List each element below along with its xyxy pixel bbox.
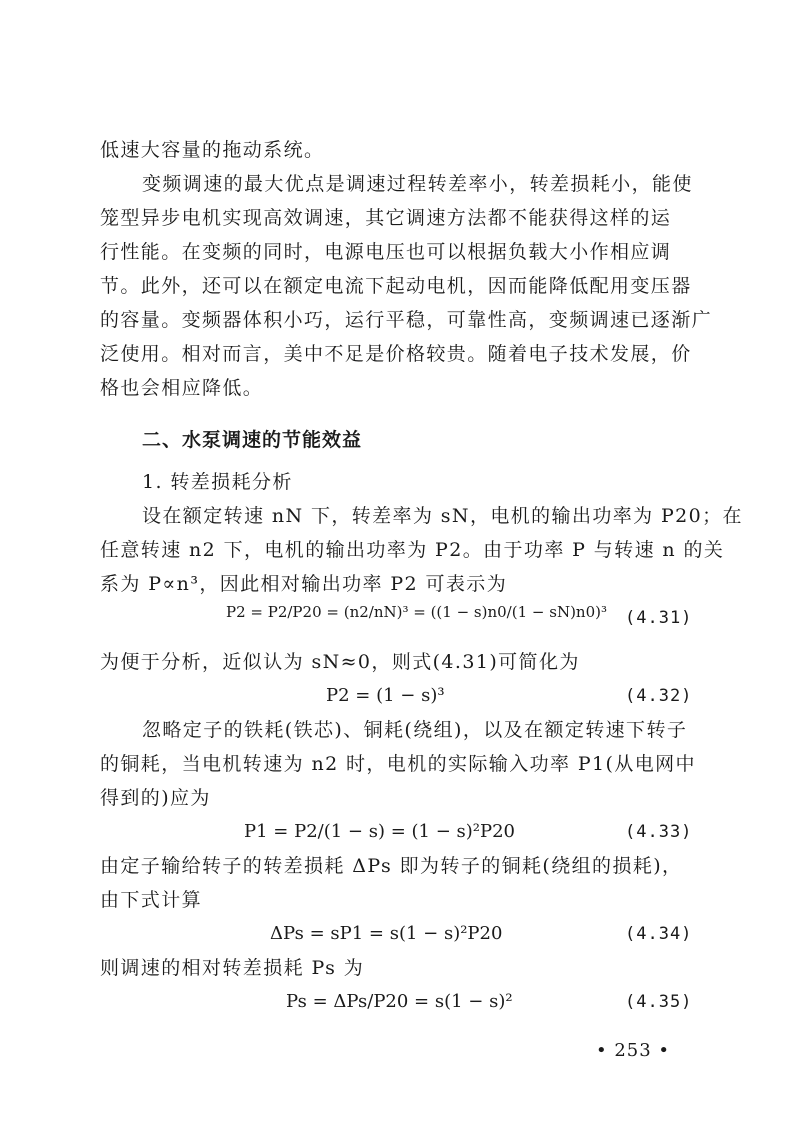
text-line: 笼型异步电机实现高效调速，其它调速方法都不能获得这样的运 xyxy=(100,207,672,229)
text-line: 任意转速 n2 下，电机的输出功率为 P2。由于功率 P 与转速 n 的关 xyxy=(100,539,725,561)
text-line: 泛使用。相对而言，美中不足是价格较贵。随着电子技术发展，价 xyxy=(100,343,692,365)
equation-4-33: P1 = P2/(1 − s) = (1 − s)²P20 xyxy=(244,821,515,842)
equation-number: (4.33) xyxy=(625,822,693,842)
equation-number: (4.34) xyxy=(625,924,693,944)
text-line: 为便于分析，近似认为 sN≈0，则式(4.31)可简化为 xyxy=(100,651,580,673)
text-line: 低速大容量的拖动系统。 xyxy=(100,139,325,161)
text-line: 忽略定子的铁耗(铁芯)、铜耗(绕组)，以及在额定转速下转子 xyxy=(142,719,688,741)
equation-4-32: P2 = (1 − s)³ xyxy=(326,685,445,706)
section-heading: 二、水泵调速的节能效益 xyxy=(142,429,363,451)
text-line: 的容量。变频器体积小巧，运行平稳，可靠性高，变频调速已逐渐广 xyxy=(100,309,713,331)
equation-number: (4.32) xyxy=(625,686,693,706)
text-line: 变频调速的最大优点是调速过程转差率小，转差损耗小，能使 xyxy=(142,173,693,195)
subsection-heading: 1. 转差损耗分析 xyxy=(142,471,293,493)
text-line: 得到的)应为 xyxy=(100,787,211,809)
text-line: 的铜耗，当电机转速为 n2 时，电机的实际输入功率 P1(从电网中 xyxy=(100,753,696,775)
equation-4-35: Ps = ΔPs/P20 = s(1 − s)² xyxy=(286,991,513,1012)
text-line: 由下式计算 xyxy=(100,889,203,911)
equation-4-34: ΔPs = sP1 = s(1 − s)²P20 xyxy=(270,923,503,944)
text-line: 格也会相应降低。 xyxy=(100,377,264,399)
text-line: 节。此外，还可以在额定电流下起动电机，因而能降低配用变压器 xyxy=(100,275,692,297)
text-line: 由定子输给转子的转差损耗 ΔPs 即为转子的铜耗(绕组的损耗)， xyxy=(100,855,683,877)
equation-number: (4.35) xyxy=(625,992,693,1012)
text-line: 设在额定转速 nN 下，转差率为 sN，电机的输出功率为 P20；在 xyxy=(142,505,743,527)
equation-number: (4.31) xyxy=(625,608,693,628)
text-line: 则调速的相对转差损耗 Ps 为 xyxy=(100,957,365,979)
equation-4-31: P2 = P2/P20 = (n2/nN)³ = ((1 − s)n0/(1 − sN)n0)³ xyxy=(226,603,607,621)
text-line: 行性能。在变频的同时，电源电压也可以根据负载大小作相应调 xyxy=(100,241,672,263)
page-number: • 253 • xyxy=(596,1040,671,1061)
text-line: 系为 P∝n³，因此相对输出功率 P2 可表示为 xyxy=(100,573,508,595)
